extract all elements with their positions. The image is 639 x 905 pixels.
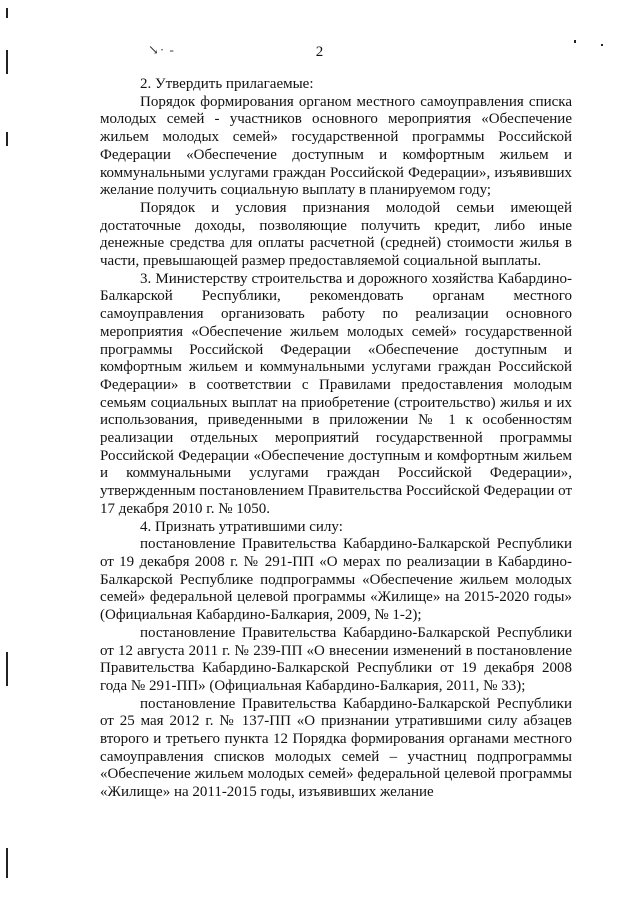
paragraph-approve: 2. Утвердить прилагаемые: (140, 76, 314, 92)
handwritten-scribble: ↘· ‐ (148, 42, 175, 57)
scan-edge-mark-bottom (6, 848, 8, 878)
paragraph-procedure-list: Порядок формирования органом местного самоуправления списка молодых семей - участников основного мероприятия «Обеспечение жильем молодых семей» государственной программы Российской Федерации «Обеспечение доступным и комфортным жильем и коммунальными услугами граждан Российской Федерации», изъявивших желание получить социальную выплату в планируемом году; (100, 93, 572, 199)
paragraph-ministry: 3. Министерству строительства и дорожного хозяйства Кабардино-Балкарской Республики, рекомендовать органам местного самоуправления организовать работу по реализации основного мероприятия «Обеспечение жильем молодых семей» государственной программы Российской Федерации «Обеспечение доступным и комфортным жильем и коммунальными услугами граждан Российской Федерации» в соответствии с Правилами предоставления молодым семьям социальных выплат на приобретение (строительство) жилья и их использования, приведенными в приложении № 1 к особенностям реализации отдельных мероприятий государственной программы Российской Федерации «Обеспечение доступным и комфортным жильем и коммунальными услугами граждан Российской Федерации», утвержденным постановлением Правительства Российской Федерации от 17 декабря 2010 г. № 1050. (100, 270, 572, 517)
paragraph-resolution-2008: постановление Правительства Кабардино-Балкарской Республики от 19 декабря 2008 г. № 291-ПП «О мерах по реализации в Кабардино-Балкарской Республике подпрограммы «Обеспечение жильем молодых семей» федеральной целевой программы «Жилище» на 2015-2020 годы» (Официальная Кабардино-Балкария, 2009, № 1-2); (100, 536, 572, 624)
paragraph-repeal: 4. Признать утратившими силу: (140, 518, 343, 535)
paragraph-procedure-conditions: Порядок и условия признания молодой семьи имеющей достаточные доходы, позволяющие получить кредит, либо иные денежные средства для оплаты расчетной (средней) стоимости жилья в части, превышающей размер предоставляемой социальной выплаты. (100, 199, 572, 270)
scan-edge-mark-top (6, 8, 8, 18)
scan-dot-right (574, 40, 576, 43)
paragraph-resolution-2012: постановление Правительства Кабардино-Балкарской Республики от 25 мая 2012 г. № 137-ПП «О признании утратившими силу абзацев второго и третьего пункта 12 Порядка формирования органами местного самоуправления списков молодых семей – участниц подпрограммы «Обеспечение жильем молодых семей» федеральной целевой программы «Жилище» на 2011-2015 годы, изъявивших желание (100, 695, 572, 801)
scan-edge-mark-middle (6, 132, 8, 146)
page-number: 2 (315, 44, 324, 60)
paragraph-resolution-2011: постановление Правительства Кабардино-Балкарской Республики от 12 августа 2011 г. № 239-ПП «О внесении изменений в постановление Правительства Кабардино-Балкарской Республики от 19 декабря 2008 года № 291-ПП» (Официальная Кабардино-Балкария, 2011, № 33); (100, 624, 572, 694)
scan-edge-mark-lower (6, 652, 8, 686)
document-body (100, 76, 572, 802)
